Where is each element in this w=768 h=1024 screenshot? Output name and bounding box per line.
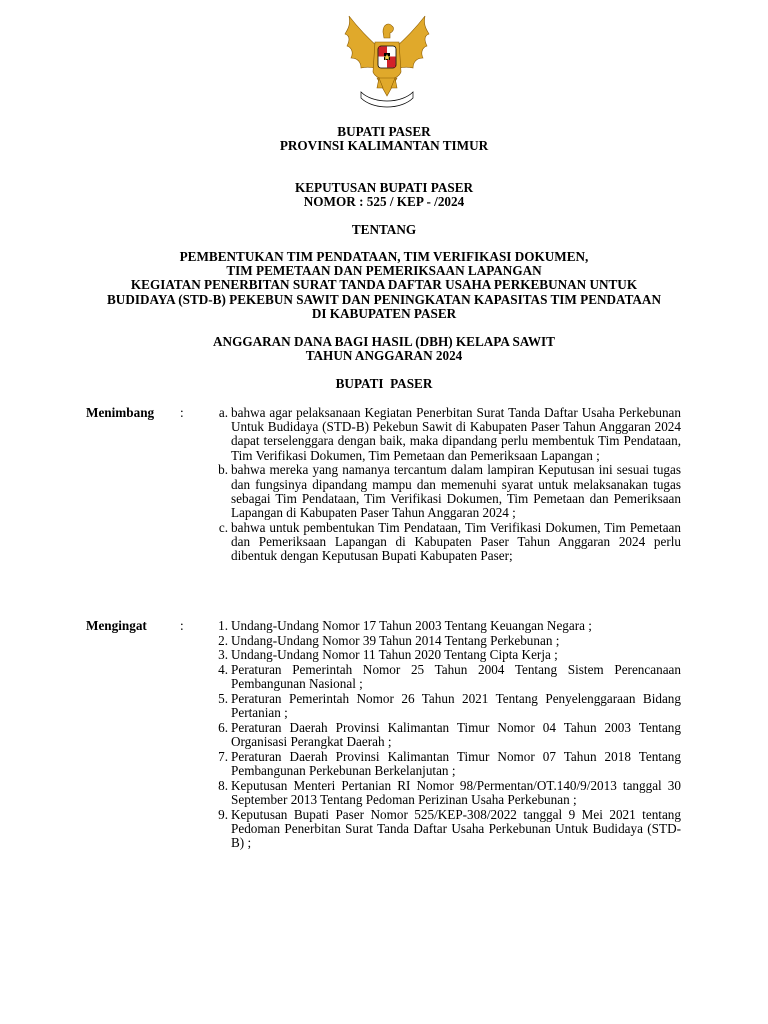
subject-line: PEMBENTUKAN TIM PENDATAAN, TIM VERIFIKASI DOKUMEN, xyxy=(179,249,589,264)
budget-line: TAHUN ANGGARAN 2024 xyxy=(305,348,463,364)
subject-line: BUDIDAYA (STD-B) PEKEBUN SAWIT DAN PENINGKATAN KAPASITAS TIM PENDATAAN xyxy=(107,291,661,307)
budget-heading xyxy=(0,335,768,363)
list-marker: 4. xyxy=(218,662,228,678)
about-label: TENTANG xyxy=(351,222,417,237)
list-text: Peraturan Daerah Provinsi Kalimantan Timur Nomor 07 Tahun 2018 Tentang Pembangunan Perkebunan Berkelanjutan ; xyxy=(231,748,681,779)
issuer-line-2: PROVINSI KALIMANTAN TIMUR xyxy=(279,138,489,154)
list-text: bahwa untuk pembentukan Tim Pendataan, Tim Verifikasi Dokumen, Tim Pemetaan dan Pemeriksaan Lapangan di Kabupaten Paser Tahun Anggaran 2024 perlu dibentuk dengan Keputusan Bupati Kabupaten Paser; xyxy=(231,519,681,564)
list-text: Keputusan Menteri Pertanian RI Nomor 98/Permentan/OT.140/9/2013 tanggal 30 September 2013 Tentang Pedoman Perizinan Usaha Perkebunan ; xyxy=(231,777,681,807)
list-marker: 5. xyxy=(218,691,228,707)
list-text: Peraturan Pemerintah Nomor 25 Tahun 2004 Tentang Sistem Perencanaan Pembangunan Nasional ; xyxy=(231,662,681,692)
list-marker: 7. xyxy=(218,748,228,764)
decree-title: KEPUTUSAN BUPATI PASER xyxy=(294,180,474,195)
menimbang-list xyxy=(210,406,681,564)
list-item xyxy=(210,634,681,648)
subject-line: DI KABUPATEN PASER xyxy=(311,305,457,321)
list-marker: a. xyxy=(218,405,228,420)
list-text: Peraturan Daerah Provinsi Kalimantan Timur Nomor 04 Tahun 2003 Tentang Organisasi Perangkat Daerah ; xyxy=(231,719,681,750)
list-item xyxy=(210,692,681,720)
decree-header xyxy=(0,181,768,209)
subject-line: KEGIATAN PENERBITAN SURAT TANDA DAFTAR USAHA PERKEBUNAN UNTUK xyxy=(130,277,638,293)
list-text: Undang-Undang Nomor 39 Tahun 2014 Tentang Perkebunan ; xyxy=(231,632,560,648)
list-text: Undang-Undang Nomor 17 Tahun 2003 Tentang Keuangan Negara ; xyxy=(231,618,592,633)
list-text: Keputusan Bupati Paser Nomor 525/KEP-308/2022 tanggal 9 Mei 2021 tentang Pedoman Penerbitan Surat Tanda Daftar Usaha Perkebunan Untuk Budidaya (STD-B) ; xyxy=(231,806,681,851)
list-item xyxy=(210,406,681,463)
list-marker: 3. xyxy=(218,647,228,663)
mengingat-list xyxy=(210,619,681,851)
list-text: Peraturan Pemerintah Nomor 26 Tahun 2021 Tentang Penyelenggaraan Bidang Pertanian ; xyxy=(231,691,681,721)
list-item xyxy=(210,663,681,691)
list-item xyxy=(210,521,681,564)
menimbang-colon: : xyxy=(180,405,184,420)
list-marker: 6. xyxy=(218,719,228,735)
list-item xyxy=(210,721,681,749)
issuer-line-1: BUPATI PASER xyxy=(337,124,431,139)
mengingat-label: Mengingat xyxy=(86,618,147,633)
list-marker: 1. xyxy=(218,618,228,633)
list-item xyxy=(210,750,681,778)
list-item xyxy=(210,779,681,807)
subject-line: TIM PEMETAAN DAN PEMERIKSAAN LAPANGAN xyxy=(226,263,542,279)
mengingat-colon: : xyxy=(180,618,184,633)
list-text: bahwa mereka yang namanya tercantum dalam lampiran Keputusan ini sesuai tugas dan fungsinya dipandang mampu dan memenuhi syarat untuk melaksanakan tugas sebagai Tim Pendataan, Tim Verifikasi Dokumen, Tim Pemetaan dan Pemeriksaan Lapangan di Kabupaten Paser Tahun Anggaran 2024 ; xyxy=(231,462,681,520)
garuda-emblem-icon xyxy=(343,12,431,108)
list-item xyxy=(210,808,681,851)
heading-issuer xyxy=(0,125,768,153)
list-item xyxy=(210,463,681,520)
list-text: Undang-Undang Nomor 11 Tahun 2020 Tentang Cipta Kerja ; xyxy=(231,647,558,663)
list-item xyxy=(210,648,681,662)
menimbang-label: Menimbang xyxy=(86,405,155,420)
budget-line: ANGGARAN DANA BAGI HASIL (DBH) KELAPA SAWIT xyxy=(213,334,555,349)
list-marker: b. xyxy=(218,462,228,478)
list-marker: c. xyxy=(218,519,228,535)
list-item xyxy=(210,619,681,633)
authority-heading: BUPATI PASER xyxy=(335,376,433,391)
decree-number: NOMOR : 525 / KEP - /2024 xyxy=(303,194,465,210)
list-marker: 9. xyxy=(218,806,228,822)
decree-subject xyxy=(0,250,768,321)
list-marker: 8. xyxy=(218,777,228,793)
list-marker: 2. xyxy=(218,632,228,648)
list-text: bahwa agar pelaksanaan Kegiatan Penerbitan Surat Tanda Daftar Usaha Perkebunan Untuk Budidaya (STD-B) Pekebun Sawit di Kabupaten Paser Tahun Anggaran 2024 dapat terselenggara dengan baik, maka dipandang perlu membentuk Tim Pendataan, Tim Verifikasi Dokumen, Tim Pemetaan dan Pemeriksaan Lapangan ; xyxy=(231,405,681,463)
